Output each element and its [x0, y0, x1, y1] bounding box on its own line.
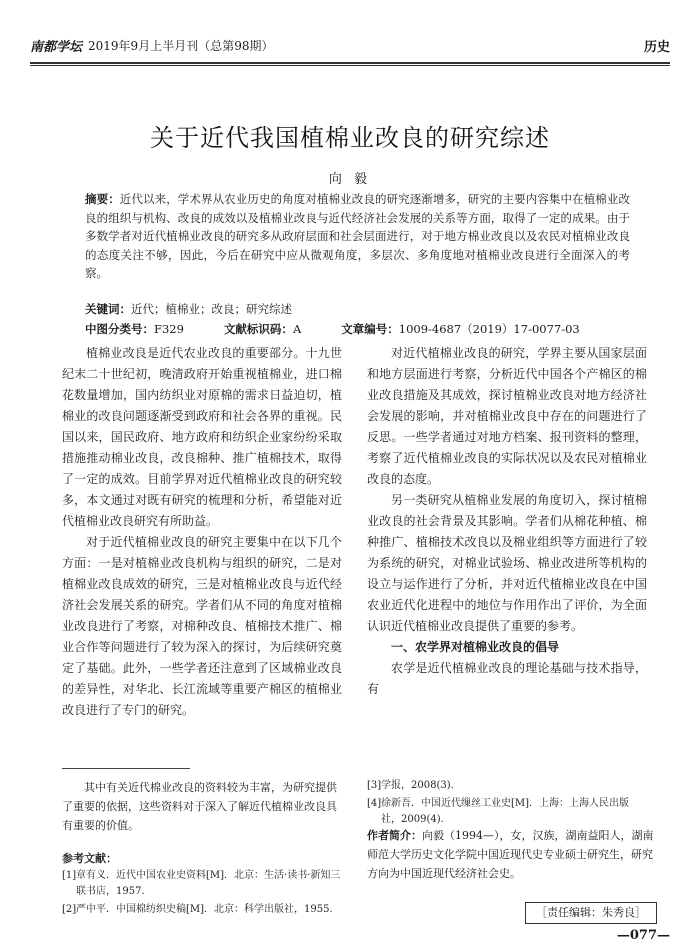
- doc-code-label: 文献标识码：: [223, 322, 293, 336]
- reference-item: [367, 796, 647, 828]
- reference-text: 徐新吾．中国近代缫丝工业史[M]．上海：上海人民出版社，2009(4).: [381, 798, 630, 825]
- article-number: [341, 320, 580, 338]
- header-rule: [30, 62, 670, 66]
- reference-item: [367, 778, 647, 794]
- body-paragraph: 对于近代植棉业改良的研究主要集中在以下几个方面：一是对植棉业改良机构与组织的研究，二是对植棉业改良成效的研究，三是对植棉业改良与近代经济社会发展关系的研究。学者们从不同的角度对植棉业改良进行了考察，对棉种改良、植棉技术推广、棉业合作等问题进行了较为深入的探讨，为后续研究奠定了基础。此外，一些学者还注意到了区域棉业改良的差异性，对华北、长江流域等重要产棉区的植棉业改良进行了专门的研究。: [62, 535, 342, 717]
- keywords-text: 近代；植棉业；改良；研究综述: [131, 302, 292, 316]
- reference-item: [62, 902, 342, 918]
- page-header: [30, 32, 670, 58]
- body-paragraph: 对近代植棉业改良的研究，学界主要从国家层面和地方层面进行考察，分析近代中国各个产棉区的棉业改良措施及其成效，探讨植棉业改良对地方经济社会发展的影响，并对植棉业改良中存在的问题进行了反思。一些学者通过对地方档案、报刊资料的整理，考察了近代植棉业改良的实际状况以及农民对植棉业改良的态度。: [367, 346, 647, 486]
- responsible-editor: ［责任编辑：朱秀良］: [525, 902, 657, 924]
- author-bio-label: 作者简介：: [367, 829, 422, 842]
- author-bio: [367, 826, 657, 883]
- reference-number: [4]: [367, 798, 382, 809]
- page-number: —077—: [616, 928, 670, 943]
- abstract-label: 摘要：: [85, 192, 120, 206]
- article-number-label: 文章编号：: [341, 322, 399, 336]
- reference-number: [1]: [62, 870, 77, 881]
- document-code: [224, 320, 301, 338]
- body-paragraph: 另一类研究从植棉业发展的角度切入，探讨植棉业改良的社会背景及其影响。学者们从棉花种植、棉种推广、植棉技术改良以及棉业组织等方面进行了较为系统的研究，对棉业试验场、棉业改进所等机构的设立与运作进行了分析，并对近代植棉业改良在中国农业近代化进程中的地位与作用作出了评价，为全面认识近代植棉业改良提供了重要的参考。: [367, 493, 647, 633]
- classification-row: [85, 320, 645, 338]
- author-bio-text: 向毅（1994—），女，汉族，湖南益阳人，湖南师范大学历史文化学院中国近现代史专业硕士研究生，研究方向为中国近现代经济社会史。: [367, 829, 654, 880]
- article-number-value: 1009-4687（2019）17-0077-03: [398, 322, 580, 336]
- footer-left: [62, 778, 342, 920]
- body-paragraph: 农学是近代植棉业改良的理论基础与技术指导，有: [367, 661, 647, 696]
- abstract: [85, 190, 630, 283]
- clc-number: [85, 320, 184, 338]
- clc-label: 中图分类号：: [85, 322, 154, 336]
- section-heading: 一、农学界对植棉业改良的倡导: [391, 640, 560, 654]
- article-title: 关于近代我国植棉业改良的研究综述: [150, 124, 550, 152]
- reference-number: [3]: [367, 780, 382, 791]
- reference-text: 学报，2008(3).: [381, 780, 454, 791]
- reference-number: [2]: [62, 904, 77, 915]
- body-column-left: [62, 343, 342, 721]
- doc-code-value: A: [292, 322, 302, 336]
- section-label: 历史: [643, 39, 670, 55]
- clc-value: F329: [154, 322, 184, 336]
- journal-name: 南都学坛: [30, 39, 83, 55]
- keywords-label: 关键词：: [85, 302, 131, 316]
- reference-text: 严中平．中国棉纺织史稿[M]．北京：科学出版社，1955.: [76, 904, 333, 915]
- body-column-right: [367, 343, 647, 700]
- issue-info: 2019年9月上半月刊（总第98期）: [88, 38, 274, 53]
- footer-right-references: [367, 778, 647, 830]
- footnote-text: 其中有关近代棉业改良的资料较为丰富，为研究提供了重要的依据，这些资料对于深入了解近代植棉业改良具有重要的价值。: [62, 781, 337, 832]
- footnote-divider: [62, 768, 190, 769]
- reference-text: 章有义．近代中国农业史资料[M]．北京：生活·读书·新知三联书店，1957.: [76, 870, 341, 897]
- header-left: [30, 36, 273, 55]
- reference-item: [62, 868, 342, 900]
- keywords: [85, 300, 630, 318]
- abstract-text: 近代以来，学术界从农业历史的角度对植棉业改良的研究逐渐增多，研究的主要内容集中在植棉业改良的组织与机构、改良的成效以及植棉业改良与近代经济社会发展的关系等方面，取得了一定的成果。由于多数学者对近代植棉业改良的研究多从政府层面和社会层面进行，对于地方棉业改良以及农民对植棉业改良的态度关注不够，因此，今后在研究中应从微观角度，多层次、多角度地对植棉业改良进行全面深入的考察。: [85, 192, 630, 280]
- references-title: 参考文献：: [62, 852, 117, 865]
- body-paragraph: 植棉业改良是近代农业改良的重要部分。十九世纪末二十世纪初，晚清政府开始重视植棉业，进口棉花数量增加，国内纺织业对原棉的需求日益迫切，植棉业的改良问题逐渐受到政府和社会各界的重视。民国以来，国民政府、地方政府和纺织企业家纷纷采取措施推动棉业改良，改良棉种、推广植棉技术，取得了一定的成效。目前学界对近代植棉业改良的研究较多，本文通过对既有研究的梳理和分析，希望能对近代植棉业改良研究有所助益。: [62, 346, 342, 528]
- author-name: 向 毅: [328, 172, 372, 187]
